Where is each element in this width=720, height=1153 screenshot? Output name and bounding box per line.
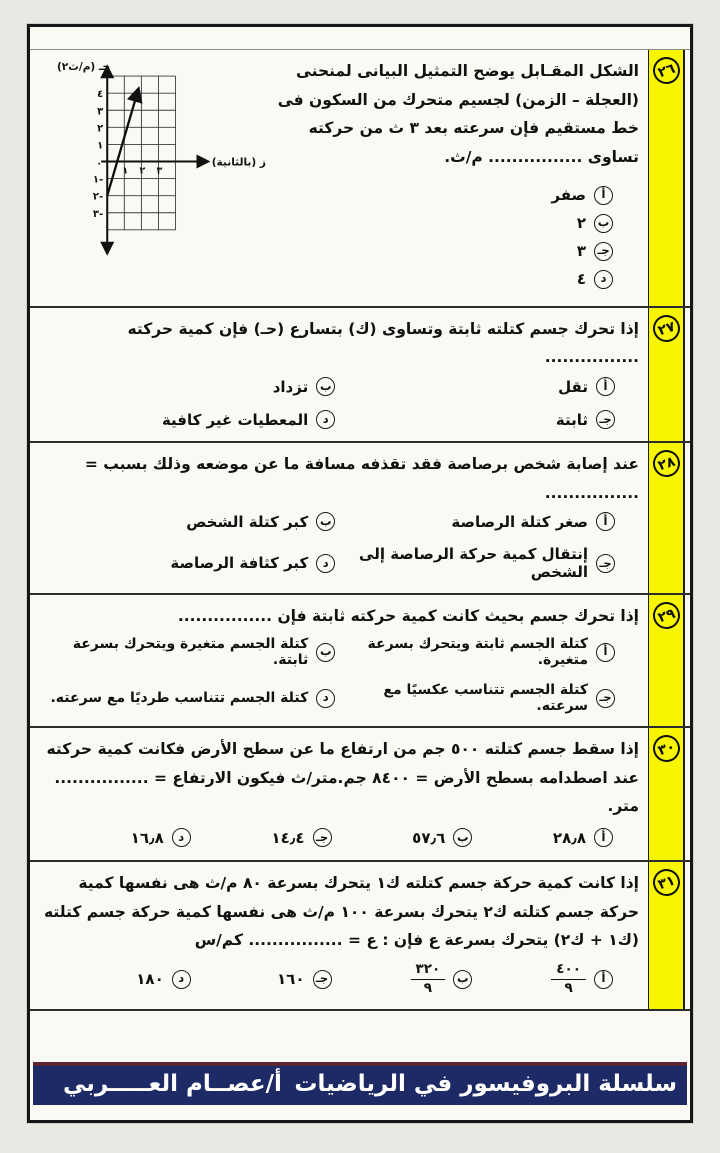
footer-author-name: أ/عصــام العـــــربي (63, 1070, 282, 1097)
option-label: ٤ (576, 270, 586, 289)
option-letter-badge: ب (316, 643, 335, 662)
option-letter-badge: ب (453, 828, 472, 847)
svg-text:٢: ٢ (97, 123, 104, 135)
question-31-text: إذا كانت كمية حركة جسم كتلته ك١ يتحرك بسرعة ٨٠ م/ث هى نفسها كمية حركة جسم كتلته ك٢ يتحرك بسرعة ١٠٠ م/ث هى نفسها كمية حركة جسم كتلته (ك١ + ك٢) يتحرك بسرعة ع فإن : ع = ................ كم/س (43, 874, 639, 950)
option-letter-badge: جـ (596, 689, 615, 708)
question-26-number-badge: ٢٦ (649, 53, 683, 87)
question-26-options (276, 175, 639, 302)
right-edge-gap (685, 443, 690, 593)
question-29-number-badge: ٢٩ (649, 599, 683, 633)
option-b (44, 512, 335, 531)
option-label: المعطيات غير كافية (161, 410, 309, 429)
graph-x-tick-labels (122, 166, 162, 177)
svg-text:٠: ٠ (96, 158, 103, 170)
option-label: ٥٧٫٦ (412, 828, 446, 847)
fraction-denominator: ٩ (564, 979, 573, 996)
question-30-text: إذا سقط جسم كتلته ٥٠٠ جم من ارتفاع ما عن سطح الأرض فكانت كمية حركته عند اصطدامه بسطح الأرض = ٨٤٠٠ جم.متر/ث فيكون الارتفاع = ................ متر. (46, 740, 639, 816)
question-31-content (30, 862, 648, 1009)
question-27-options (44, 375, 639, 437)
option-label: ٣ (576, 242, 586, 261)
option-letter-badge: جـ (594, 242, 613, 261)
question-30-number-cell (648, 728, 685, 860)
option-label: كتلة الجسم متغيرة ويتحرك بسرعة ثابتة. (72, 636, 309, 669)
right-edge-gap (685, 50, 690, 306)
question-28-content (30, 443, 648, 593)
question-28-text: عند إصابة شخص برصاصة فقد تقذفه مسافة ما عن موضعه وذلك بسبب = ................ (84, 455, 639, 502)
graph-x-axis-label: ز (بالثانية) (211, 156, 266, 169)
option-label: تزداد (272, 377, 309, 396)
svg-text:٢: ٢ (139, 165, 146, 177)
option-label: صفر (551, 186, 586, 205)
option-label: كتلة الجسم تتناسب عكسيًا مع سرعته. (383, 682, 588, 715)
question-26-number-cell (648, 50, 685, 306)
fraction-denominator: ٩ (423, 979, 433, 996)
question-27-content (30, 308, 648, 441)
option-d (50, 970, 191, 989)
option-label: صغر كتلة الرصاصة (451, 512, 588, 531)
option-letter-badge: أ (594, 186, 613, 205)
option-letter-badge: جـ (313, 828, 332, 847)
footer-series-title: سلسلة البروفيسور في الرياضيات (294, 1070, 677, 1097)
fraction-numerator: ٤٠٠ (551, 962, 586, 980)
question-28-options (44, 510, 639, 589)
option-letter-badge: أ (594, 828, 613, 847)
question-28-number-cell (648, 443, 685, 593)
option-label: إنتقال كمية حركة الرصاصة إلى الشخص (359, 545, 588, 582)
option-letter-badge: ب (594, 214, 613, 233)
question-26-content (30, 50, 648, 306)
option-letter-badge: أ (596, 643, 615, 662)
top-margin-band (30, 27, 690, 50)
option-letter-badge: ب (316, 512, 335, 531)
svg-text:١: ١ (97, 140, 104, 152)
option-c (191, 828, 332, 847)
option-a (472, 962, 613, 996)
question-30 (30, 728, 690, 862)
svg-text:١: ١ (122, 165, 129, 177)
question-30-number-badge: ٣٠ (649, 732, 683, 766)
question-31-options (44, 958, 639, 1005)
question-26 (30, 50, 690, 308)
option-letter-badge: د (316, 554, 335, 573)
svg-text:١-: ١- (92, 174, 104, 186)
question-31 (30, 862, 690, 1011)
question-29-text: إذا تحرك جسم بحيث كانت كمية حركته ثابتة فإن ................ (177, 607, 639, 626)
option-a (335, 512, 615, 531)
graph-y-axis-label: حـ (م/ث٢) (56, 61, 111, 74)
question-30-options (44, 824, 639, 856)
question-29-content (30, 595, 648, 726)
option-letter-badge: د (316, 689, 335, 708)
option-letter-badge: ب (316, 377, 335, 396)
option-label: ٢ (576, 214, 586, 233)
svg-text:٤: ٤ (97, 89, 104, 101)
option-label: ١٦٫٨ (130, 828, 164, 847)
option-label: كبر كتلة الشخص (186, 512, 309, 531)
option-label: تقل (558, 377, 588, 396)
footer-banner (33, 1062, 687, 1105)
option-letter-badge: أ (596, 377, 615, 396)
option-label: كبر كثافة الرصاصة (170, 554, 309, 573)
svg-text:٢-: ٢- (92, 191, 104, 203)
right-edge-gap (685, 862, 690, 1009)
option-fraction (411, 962, 446, 996)
option-label: ثابتة (555, 410, 588, 429)
right-edge-gap (685, 728, 690, 860)
option-c (335, 410, 615, 429)
option-b (276, 214, 613, 233)
option-b (44, 636, 335, 668)
option-label: ١٨٠ (136, 970, 164, 989)
fraction-numerator: ٣٢٠ (411, 962, 446, 980)
option-d (44, 682, 335, 714)
option-letter-badge: أ (596, 512, 615, 531)
option-d (50, 828, 191, 847)
option-c (191, 970, 332, 989)
option-label: ٢٨٫٨ (552, 828, 586, 847)
option-letter-badge: د (172, 828, 191, 847)
svg-text:٣-: ٣- (92, 208, 104, 220)
option-letter-badge: جـ (313, 970, 332, 989)
question-31-number-badge: ٣١ (649, 866, 683, 900)
option-c (276, 242, 613, 261)
option-letter-badge: أ (594, 970, 613, 989)
acceleration-time-graph (44, 55, 276, 302)
option-label: ١٦٠ (277, 970, 305, 989)
option-letter-badge: د (316, 410, 335, 429)
option-b (332, 962, 473, 996)
option-letter-badge: ب (453, 970, 472, 989)
question-26-text: الشكل المقـابل يوضح التمثيل البيانى لمنحنى (العجلة – الزمن) لجسيم متحرك من السكون فى خط مستقيم فإن سرعته بعد ٣ ث من حركته تساوى ................ م/ث. (277, 62, 639, 167)
right-edge-gap (685, 595, 690, 726)
option-c (335, 545, 615, 581)
option-c (335, 682, 615, 714)
question-28 (30, 443, 690, 595)
graph-grid (107, 76, 175, 230)
question-27 (30, 308, 690, 443)
question-27-number-cell (648, 308, 685, 441)
option-label: كتلة الجسم ثابتة ويتحرك بسرعة متغيرة. (367, 636, 588, 669)
question-29-options (44, 634, 639, 722)
question-28-number-badge: ٢٨ (649, 447, 683, 481)
option-b (44, 377, 335, 396)
option-d (44, 545, 335, 581)
question-29 (30, 595, 690, 728)
question-30-content (30, 728, 648, 860)
option-a (472, 828, 613, 847)
svg-text:٣: ٣ (97, 106, 104, 118)
graph-y-tick-labels (93, 89, 103, 220)
worksheet-page (27, 24, 693, 1123)
option-a (335, 636, 615, 668)
option-a (335, 377, 615, 396)
option-a (276, 186, 613, 205)
option-letter-badge: د (594, 270, 613, 289)
blank-space (30, 1011, 690, 1062)
graph-data-line (107, 89, 138, 196)
option-b (332, 828, 473, 847)
option-label: ١٤٫٤ (271, 828, 305, 847)
option-d (276, 270, 613, 289)
option-letter-badge: جـ (596, 554, 615, 573)
bottom-margin-band (30, 1105, 690, 1120)
svg-text:٣: ٣ (156, 165, 163, 177)
question-27-text: إذا تحرك جسم كتلته ثابتة وتساوى (ك) بتسارع (حـ) فإن كمية حركته ................ (127, 319, 639, 367)
option-d (44, 410, 335, 429)
question-27-number-badge: ٢٧ (649, 311, 683, 345)
question-31-number-cell (648, 862, 685, 1009)
option-label: كتلة الجسم تتناسب طرديًا مع سرعته. (50, 690, 309, 707)
option-letter-badge: د (172, 970, 191, 989)
right-edge-gap (685, 308, 690, 441)
question-29-number-cell (648, 595, 685, 726)
option-fraction (551, 962, 586, 996)
option-letter-badge: جـ (596, 410, 615, 429)
